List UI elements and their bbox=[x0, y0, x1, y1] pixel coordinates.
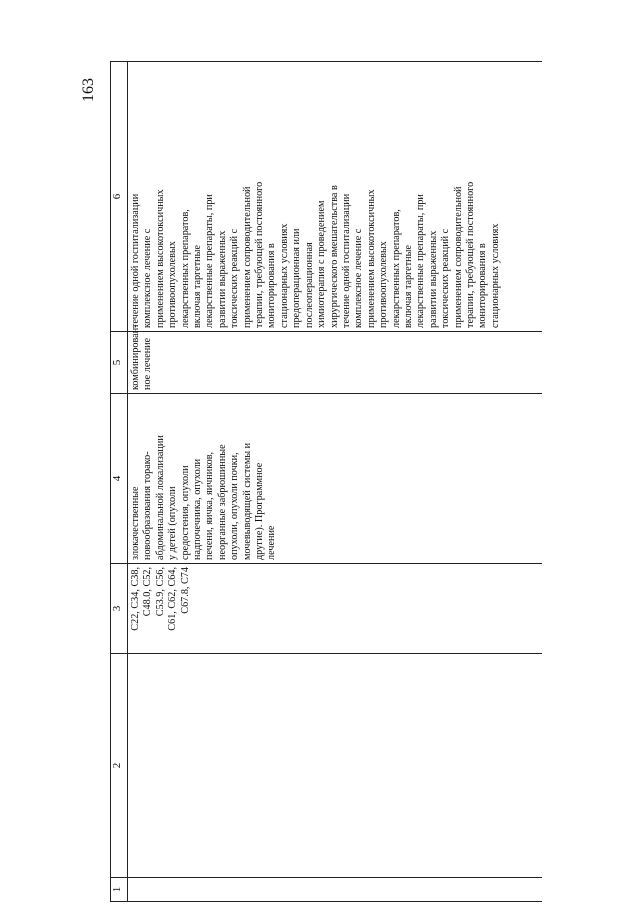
header-col-2: 2 bbox=[111, 654, 128, 878]
header-row bbox=[111, 62, 128, 902]
header-col-5: 5 bbox=[111, 332, 128, 394]
cell-col-4: злокачественные новообразования торако- абдоминальной локализации у детей (опухоли средостения, опухоли надпочечника, опухоли печени, яичка, яичников, неорганные забрюшинные опухоли, опухоли почки, мочевыводящей системы и другие). Программное лечение bbox=[128, 394, 543, 564]
icd-codes: C22, C34, C38, C48.0, C52, C53.9, C56, C61, C62, C64, C67.8, C74 bbox=[130, 567, 191, 631]
header-col-4: 4 bbox=[111, 394, 128, 564]
table-container bbox=[110, 62, 540, 902]
cell-col-5: комбинирован- ное лечение bbox=[128, 332, 543, 394]
cell-col-6: течение одной госпитализации комплексное лечение с применением высокотоксичных противоопухолевых лекарственных препаратов, включая таргетные лекарственные препараты, при развитии выраженных токсических реакций с применением сопроводительной терапии, требующей постоянного мониторирования в стационарных условиях предоперационная или послеоперационная химиотерапия с проведением хирургического вмешательства в течение одной госпитализации комплексное лечение с применением высокотоксичных противоопухолевых лекарственных препаратов, включая таргетные лекарственные препараты, при развитии выраженных токсических реакций с применением сопроводительной терапии, требующей постоянного мониторирования в стационарных условиях bbox=[128, 62, 543, 332]
table-row bbox=[128, 62, 543, 902]
treatment-table bbox=[110, 61, 542, 902]
header-col-6: 6 bbox=[111, 62, 128, 332]
header-col-1: 1 bbox=[111, 878, 128, 902]
rotated-table bbox=[110, 62, 540, 902]
cell-col-3 bbox=[128, 564, 543, 654]
cell-col-1 bbox=[128, 878, 543, 902]
page-number: 163 bbox=[80, 78, 97, 102]
cell-col-2 bbox=[128, 654, 543, 878]
header-col-3: 3 bbox=[111, 564, 128, 654]
